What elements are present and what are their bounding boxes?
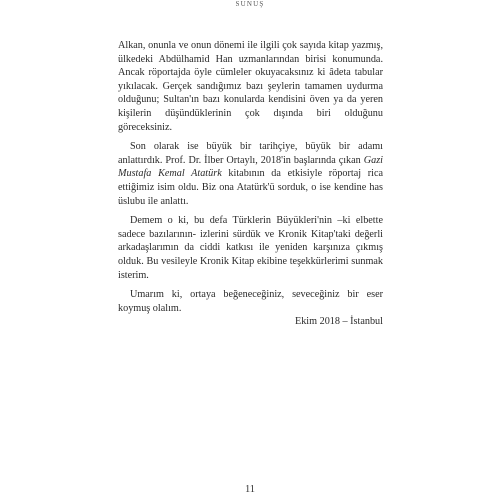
book-title: Gazi Mustafa Kemal Atatürk — [118, 154, 383, 180]
signature-date: Ekim 2018 – İstanbul — [294, 316, 383, 328]
paragraph-1: Alkan, onunla ve onun dönemi ile ilgili çok sayıda kitap yazmış, ülkedeki Abdülhamid Han uzmanlarından birisi konumunda. Ancak röportajda öyle cümleler okuyacaksınız ki âdeta tabular yıkılacak. Gerçek sandığımız bazı şeylerin tamamen uydurma olduğunu; Sultan'ın bazı konularda kendisini öven ya da yeren kişilerin düşündüklerinin çok dışında biri olduğunu göreceksiniz. — [118, 40, 383, 133]
paragraph-4: Umarım ki, ortaya beğeneceğiniz, seveceğiniz bir eser koymuş olalım. — [118, 289, 383, 314]
body-text — [118, 39, 383, 329]
paragraph-2-start: Son olarak ise büyük bir tarihçiye, büyük bir adamı anlattırdık. Prof. Dr. İlber Ortaylı, 2018'in başlarında çıkan — [118, 141, 383, 166]
page-number: 11 — [244, 484, 256, 495]
paragraph-2 — [118, 140, 383, 208]
paragraph-3: Demem o ki, bu defa Türklerin Büyükleri'nin –ki elbette sadece bazılarının- izlerini sürdük ve Kronik Kitap'taki değerli arkadaşlarımın da ciddi katkısı ile yeniden karşınıza çıkmış olduk. Bu vesileyle Kronik Kitap ekibine teşekkürlerimi sunmak isterim. — [118, 215, 383, 281]
running-header: SUNUŞ — [235, 0, 265, 8]
paragraph-2-end: kitabının da etkisiyle röportaj rica ettiğimiz isim oldu. Biz ona Atatürk'ü sorduk, o ise kendine has üslubu ile anlattı. — [118, 168, 383, 207]
